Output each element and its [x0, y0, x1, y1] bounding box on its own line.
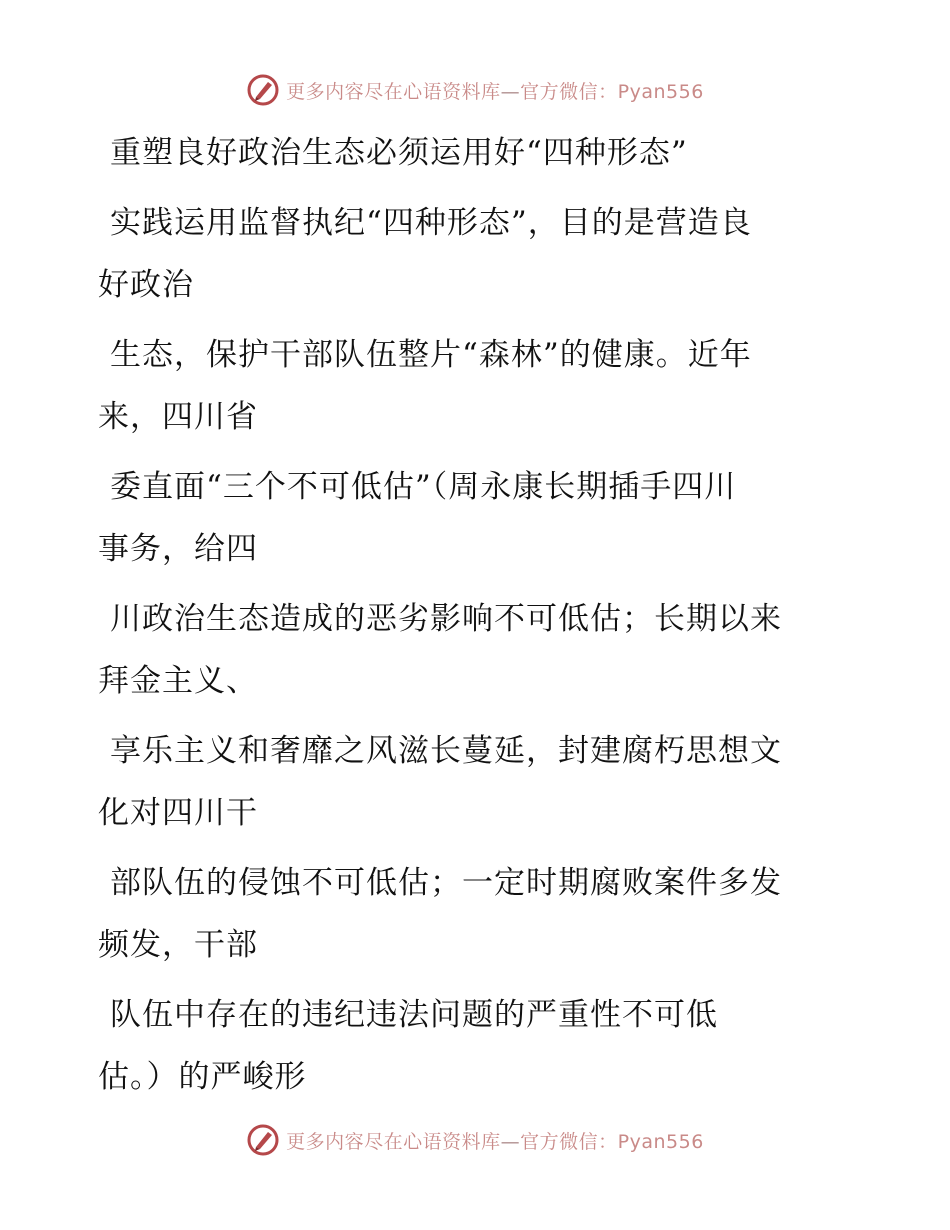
- paragraph: [98, 324, 838, 448]
- paragraph-line: 事务，给四: [98, 531, 258, 567]
- paragraph: [98, 720, 838, 844]
- paragraph-line: 川政治生态造成的恶劣影响不可低估；长期以来: [110, 601, 782, 637]
- paragraph: [98, 588, 838, 712]
- watermark-suffix: 官方微信：Pyan556: [520, 80, 704, 103]
- paragraph: [98, 456, 838, 580]
- pen-logo-icon: [246, 1123, 280, 1157]
- document-title: 重塑良好政治生态必须运用好“四种形态”: [110, 135, 688, 171]
- paragraph: [98, 852, 838, 976]
- pen-logo-icon: [246, 73, 280, 107]
- document-body: [98, 122, 838, 1108]
- paragraph-line: 队伍中存在的违纪违法问题的严重性不可低: [110, 997, 718, 1033]
- paragraph-line: 化对四川干: [98, 795, 258, 831]
- watermark-text: 更多内容尽在心语资料库: [286, 1130, 501, 1153]
- paragraph: [98, 192, 838, 316]
- paragraph-line: 来，四川省: [98, 399, 258, 435]
- paragraph-line: 频发，干部: [98, 927, 258, 963]
- watermark-separator: —: [500, 1130, 521, 1153]
- watermark-suffix: 官方微信：Pyan556: [520, 1130, 704, 1153]
- paragraph: [98, 984, 838, 1108]
- watermark-footer: [0, 1120, 950, 1160]
- paragraph-line: 享乐主义和奢靡之风滋长蔓延，封建腐朽思想文: [110, 733, 782, 769]
- watermark-header: [0, 70, 950, 110]
- paragraph-line: 委直面“三个不可低估”（周永康长期插手四川: [110, 469, 737, 505]
- watermark-separator: —: [500, 80, 521, 103]
- paragraph-line: 好政治: [98, 267, 194, 303]
- paragraph-line: 估。）的严峻形: [98, 1059, 307, 1095]
- paragraph-line: 生态，保护干部队伍整片“森林”的健康。近年: [110, 337, 752, 373]
- watermark-text: 更多内容尽在心语资料库: [286, 80, 501, 103]
- paragraph-line: 部队伍的侵蚀不可低估；一定时期腐败案件多发: [110, 865, 782, 901]
- paragraph-line: 拜金主义、: [98, 663, 258, 699]
- paragraph-line: 实践运用监督执纪“四种形态”，目的是营造良: [110, 205, 752, 241]
